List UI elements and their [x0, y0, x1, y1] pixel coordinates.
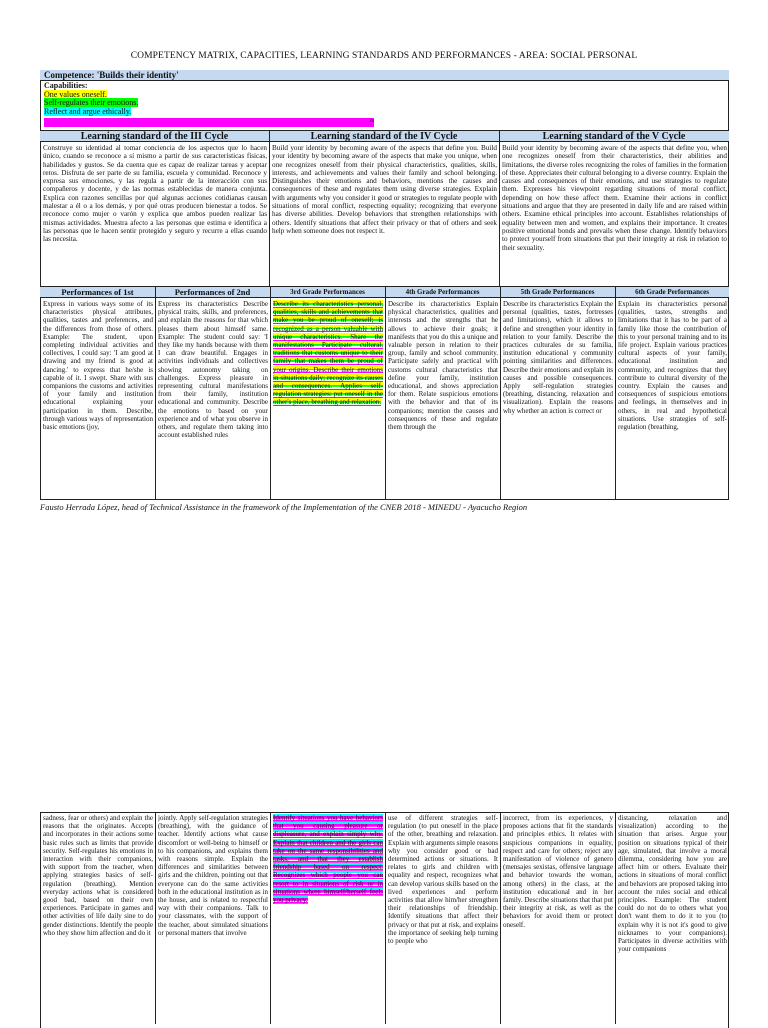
perf-text-3-body: Describe its characteristics personal, qualities, skills and achievements that make you be proud of oneself; is recognized as a person valuable with unique characteristics. Share the manifestations Participate cultural, traditions that customs unique to their family that makes them be proud of your origins. Describe their emotions in situations daily; recognize its causes and consequences. Applies self-regulation strategies: put oneself in the other's place, breathing and relaxation.	[273, 300, 383, 407]
divider	[385, 812, 386, 1024]
divider	[270, 287, 271, 500]
standard-text-iv: Build your identity by becoming aware of the aspects that define you. Build your identity by becoming aware of the aspects that make you unique, when one recognizes oneself from their physical characteristics, qualities, skills, interests, and achievements and values their family and school belonging. Distinguishes their emotions and behaviors, mentions the causes and consequences of these and regulates them using diverse strategies. Explain with arguments why you consider it good or strategies to regulate people with situations of moral conflict, respecting equality; recognizing that everyone has diverse abilities. Develop behaviors that strengthen relationships with others. Identify situations that affect their privacy or that of others and seek help when someone does not respect it.	[272, 144, 497, 235]
divider	[155, 287, 156, 500]
cont-text-3-body: Identify situations you have behaviors that you causing pleasure or displeasure, and explain simply why. Explain that children and the girls can take on the same responsibilities and tasks, and that they establish friendship based on respect. Recognizes which people you can resort to in situations of risk or in situations where himself/herself feels you privacy.	[273, 814, 383, 905]
footer-note: Fausto Herrada López, head of Technical Assistance in the framework of the Implementation of the CNEB 2018 - MINEDU - Ayacucho Region	[40, 502, 528, 512]
cont-text-4: use of different strategies self-regulation (to put oneself in the place of the other, breathing and relaxation. Explain with arguments simple reasons why you consider good or bad determined actions or situations. It relates to girls and children with equality and respect, recognizes what can develop various skills based on the lived experiences and perform activities that allow him/her strengthen their relationships of friendship. Identify situations that affect their privacy or that put at risk, and explains the importance of seeking help turning to people who	[388, 814, 498, 946]
divider	[615, 287, 616, 500]
cont-text-5: incorrect, from its experiences, y proposes actions that fit the standards and principles ethics. It relates with suspicious companions in equality, respect and care for others; reject any manifestation of violence of genero (mensajes sexistas, offensive language and behavior towards the woman, among others) in the class, at the institution educational and in her family. Describe situations that that put their integrity at risk, as well as the behaviors for avoid them or protect oneself.	[503, 814, 613, 929]
standard-text-v: Build your identity by becoming aware of the aspects that define you, when one recognizes oneself from their characteristics, their abilities and limitations, the diverse roles recognizing the roles of families in the formation of these. Appreciates their cultural belonging to a diverse country. Explain the causes and consequences of their emotions, and use strategies to regulate them. Expresses his viewpoint regarding situations of moral conflict, depending on how these affect them. Examine their actions in conflict situations and argue that they are presented in daily life and are raised within others. Examine ethical principles into account. Establishes relationships of equality between men and women, and explains their importance. It creates positive emotional bonds and prevails when these change. Identify behaviors to protect yourself from situations that put their integrity at risk in relation to their sexuality.	[502, 144, 727, 252]
perf-text-3	[273, 300, 383, 498]
cont-text-1: sadness, fear or others) and explain the reasons that the originates. Accepts and incorporates in their actions some basic rules such as limits that provide security. Self-regulates his emotions in interaction with their companions, with support from the teacher, when applying strategies basics of self-regulation (breathing). Mention everyday actions what is considered good bad, based on their own experiences. Participate in games and other activities of life daily sine to do gender distinctions. Identify the people who they show him affection and do it	[43, 814, 153, 937]
capability-2: Self-regulates their emotions.	[44, 98, 139, 108]
perf-header-2: Performances of 2nd	[155, 287, 270, 298]
capability-1: One values oneself.	[44, 89, 107, 99]
divider	[155, 812, 156, 1024]
cont-text-6: distancing, relaxation and visualization) according to the situation that arises. Argue your position on situations typical of their age, simulated, that involve a moral dilemma, considering how you are affect him or others. Evaluate their actions in situations of moral conflict and behaviors are proposed taking into account the rules social and ethical principles. Example: The student could do not do to others what you don't want them to do it to you (to explain why it is not it's good to give nicknames to your companions). Participates in diverse activities with your companions	[618, 814, 727, 954]
divider	[615, 812, 616, 1024]
perf-header-4: 4th Grade Performances	[385, 287, 500, 298]
capabilities-block	[44, 82, 374, 127]
divider	[385, 287, 386, 500]
standard-text-iii: Construye su identidad al tomar conciencia de los aspectos que lo hacen único, cuando se reconoce a sí mismo a partir de sus características físicas, habilidades y gustos. Se da cuenta que es capaz de realizar tareas y aceptar retos. Disfruta de ser parte de su familia, escuela y comunidad. Reconoce y expresa sus emociones, y las regula a partir de la interacción con sus compañeros y docente, y de las normas establecidas de manera conjunta. Explica con razones sencillas por qué algunas acciones cotidianas causan malestar a él o a los demás, y por qué otras producen bienestar a todos. Se reconoce como mujer o varón y explica que ambos pueden realizar las mismas actividades. Muestra afecto a las personas que estima e identifica a las personas que le hacen sentir protegido y seguro y recurre a ellas cuando las necesita.	[43, 144, 267, 244]
cont-text-3	[273, 814, 383, 1024]
divider	[499, 130, 500, 287]
perf-text-4: Describe its characteristics Explain physical characteristics, qualities and interests and the strengths that he allows to achieve their goals; it manifests that you do this a unique and valuable person in relation to their group, family and school community. Participate safely and practical with customs cultural characteristics that define your family, institution educational, and shows appreciation for them. Relate suspicious emotions with the behavior and that of its companions; mention the causes and consequences of these and regulate them through the	[388, 300, 498, 432]
cont-text-2: jointly. Apply self-regulation strategies (breathing), with the guidance of teacher. Identify actions what cause discomfort or well-being to himself or to his companions, and explains them with reasons simple. Explain the differences and similarities between girls and the children, pointing out that everyone can do the same activities both in the educational institution as in the house, and is related to respectful way with their companions. Talk to your classmates, with the support of the teacher, about simulated situations or personal matters that involve	[158, 814, 268, 937]
divider	[269, 130, 270, 287]
capability-3: Reflect and argue ethically.	[44, 106, 132, 116]
divider	[500, 812, 501, 1024]
perf-header-3: 3rd Grade Performances	[270, 287, 385, 298]
perf-text-1: Express in various ways some of its characteristics physical attributes, qualities, tastes and preferences, and the differences from those of others. Example: The student, upon completing individual activities and collectives, I could say: 'I am good at drawing and my friend is good at dancing.' to express that he/she is capable of it. I swept. Share with sus companions the customs and activities of your family and institution educational explaining your participation in them. Describe, through various ways of representation basic emotions (joy,	[43, 300, 153, 432]
standard-header-iv: Learning standard of the IV Cycle	[269, 130, 499, 142]
capability-4: m	[44, 116, 374, 127]
perf-header-6: 6th Grade Performances	[615, 287, 729, 298]
perf-header-1: Performances of 1st	[40, 287, 155, 298]
competence-heading: Competence: 'Builds their identity'	[40, 70, 729, 81]
capabilities-label: Capabilities:	[44, 81, 88, 90]
perf-text-2: Express its characteristics Describe physical traits, skills, and preferences, and explain the reasons for that which pleases them about himself same. Example: The student could say: 'I they like my hands because with them I can draw beautiful. Engages in activities individuals and collectives showing autonomy taking on challenges. Express pleasure in representing cultural manifestations from their family, institution educational and community. Describe the emotions to based on your experience and of what you observe in others, and regulate them taking into account established rules	[158, 300, 268, 440]
perf-header-5: 5th Grade Performances	[500, 287, 615, 298]
perf-text-5: Describe its characteristics Explain the personal (qualities, tastes, fortresses and limitations), which it allows to define and strengthen your identity in relation to your family. Describe the practices culturales de su familia, institution educational y community pointing similarities and differences. Describe their emotions and explain its causes and possible consequences. Apply self-regulation strategies (breathing, distancing, relaxation and visualization). Explain the reasons why whether an action is correct or	[503, 300, 613, 415]
divider	[270, 812, 271, 1024]
divider	[500, 287, 501, 500]
standard-header-iii: Learning standard of the III Cycle	[40, 130, 269, 142]
page-title: COMPETENCY MATRIX, CAPACITIES, LEARNING STANDARDS AND PERFORMANCES - AREA: SOCIAL PERSONAL	[130, 51, 638, 61]
standard-header-v: Learning standard of the V Cycle	[499, 130, 729, 142]
perf-text-6: Explain its characteristics personal (qualities, tastes, strengths and limitations that it has to be part of a family like those the contribution of this to your personal training and to its life project. Explain various practices cultural aspects of your family, educational institution and community, and recognizes that they contribute to cultural diversity of the country. Explain the causes and consequences of suspicious emotions and feelings, in themselves and in others, in real and hypothetical situations. Use strategies of self-regulation (breathing,	[618, 300, 727, 432]
